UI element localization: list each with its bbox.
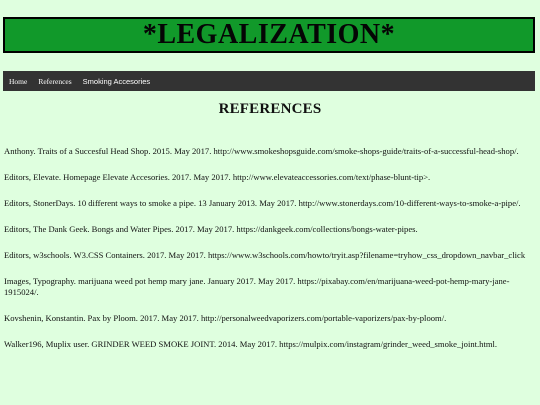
top-navbar bbox=[3, 71, 535, 91]
nav-item-references[interactable]: References bbox=[38, 76, 72, 86]
reference-item: Editors, Elevate. Homepage Elevate Accesories. 2017. May 2017. http://www.elevateaccessories.com/text/phase-blunt-tip>. bbox=[4, 172, 431, 182]
reference-item: Anthony. Traits of a Succesful Head Shop. 2015. May 2017. http://www.smokeshopsguide.com/smoke-shops-guide/traits-of-a-successful-head-shop/. bbox=[4, 146, 519, 156]
page-title: REFERENCES bbox=[218, 101, 322, 117]
references-list bbox=[4, 146, 537, 365]
reference-item: Editors, The Dank Geek. Bongs and Water Pipes. 2017. May 2017. https://dankgeek.com/collections/bongs-water-pipes. bbox=[4, 224, 418, 234]
nav-item-smoking-accesories[interactable]: Smoking Accesories bbox=[82, 76, 151, 86]
site-title: *LEGALIZATION* bbox=[142, 19, 396, 50]
reference-item: Walker196, Muplix user. GRINDER WEED SMOKE JOINT. 2014. May 2017. https://mulpix.com/instagram/grinder_weed_smoke_joint.html. bbox=[4, 339, 498, 349]
reference-item: Kovshenin, Konstantin. Pax by Ploom. 2017. May 2017. http://personalweedvaporizers.com/portable-vaporizers/pax-by-ploom/. bbox=[4, 313, 447, 323]
reference-item: Images, Typography. marijuana weed pot hemp mary jane. January 2017. May 2017. https://pixabay.com/en/marijuana-weed-pot-hemp-mary-jane-1915024/. bbox=[4, 276, 510, 297]
reference-item: Editors, w3schools. W3.CSS Containers. 2017. May 2017. https://www.w3schools.com/howto/tryit.asp?filename=tryhow_css_dropdown_navbar_click bbox=[4, 250, 526, 260]
site-banner bbox=[3, 17, 535, 53]
nav-item-home[interactable]: Home bbox=[9, 76, 28, 86]
reference-item: Editors, StonerDays. 10 different ways to smoke a pipe. 13 January 2013. May 2017. http://www.stonerdays.com/10-different-ways-to-smoke-a-pipe/. bbox=[4, 198, 521, 208]
